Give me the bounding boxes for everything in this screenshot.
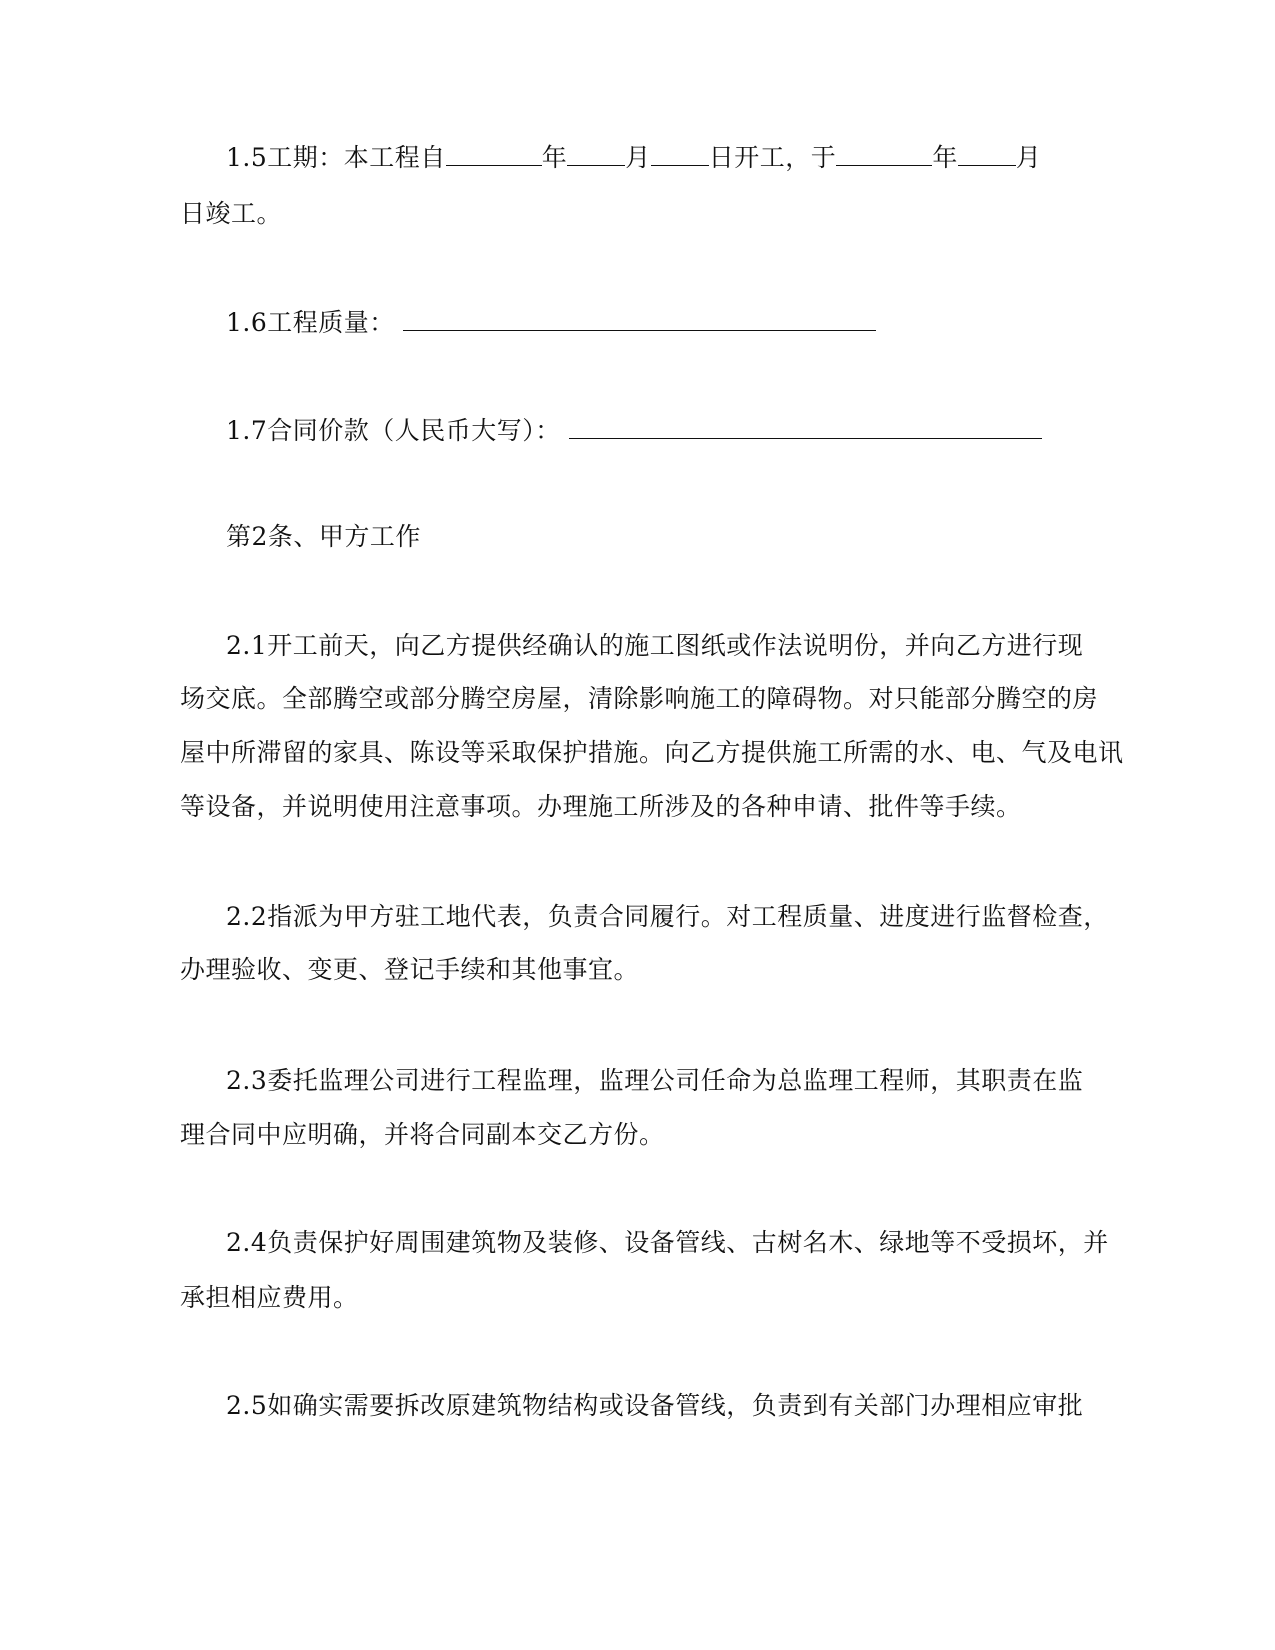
clause-2-1-line-1: 2.1开工前天，向乙方提供经确认的施工图纸或作法说明份，并向乙方进行现: [226, 631, 1084, 660]
end-month-blank: [958, 143, 1016, 166]
clause-2-3-line-1: 2.3委托监理公司进行工程监理，监理公司任命为总监理工程师，其职责在监: [226, 1066, 1084, 1095]
clause-1-6: [226, 308, 876, 338]
clause-2-3-line-2: 理合同中应明确，并将合同副本交乙方份。: [180, 1120, 665, 1149]
end-year-blank: [836, 143, 932, 166]
quality-blank: [403, 308, 876, 331]
start-month-blank: [567, 143, 625, 166]
clause-1-5-line-1: [226, 143, 1041, 173]
start-day-blank: [651, 143, 709, 166]
clause-2-1-line-4: 等设备，并说明使用注意事项。办理施工所涉及的各种申请、批件等手续。: [180, 792, 1022, 821]
clause-2-2-line-2: 办理验收、变更、登记手续和其他事宜。: [180, 955, 640, 984]
start-day-label: 日开工，于: [708, 143, 837, 172]
start-year-label: 年: [541, 143, 568, 172]
clause-2-2-line-1: 2.2指派为甲方驻工地代表，负责合同履行。对工程质量、进度进行监督检查，: [226, 902, 1109, 931]
clause-1-7-label: 1.7合同价款（人民币大写）：: [226, 416, 561, 445]
article-2-heading: 第2条、甲方工作: [226, 522, 421, 551]
clause-2-4-line-1: 2.4负责保护好周围建筑物及装修、设备管线、古树名木、绿地等不受损坏，并: [226, 1228, 1109, 1257]
clause-1-7: [226, 416, 1042, 446]
clause-1-5-prefix: 1.5工期：本工程自: [226, 143, 446, 172]
clause-2-4-line-2: 承担相应费用。: [180, 1283, 359, 1312]
clause-1-5-line-2: 日竣工。: [180, 199, 283, 228]
clause-1-6-label: 1.6工程质量：: [226, 308, 395, 337]
end-month-label: 月: [1015, 143, 1042, 172]
end-year-label: 年: [932, 143, 958, 172]
clause-2-5-line-1: 2.5如确实需要拆改原建筑物结构或设备管线，负责到有关部门办理相应审批: [226, 1391, 1084, 1420]
start-year-blank: [446, 143, 542, 166]
clause-2-1-line-3: 屋中所滞留的家具、陈设等采取保护措施。向乙方提供施工所需的水、电、气及电讯: [180, 738, 1124, 767]
clause-2-1-line-2: 场交底。全部腾空或部分腾空房屋，清除影响施工的障碍物。对只能部分腾空的房: [180, 684, 1099, 713]
price-blank: [569, 416, 1042, 439]
start-month-label: 月: [625, 143, 651, 172]
